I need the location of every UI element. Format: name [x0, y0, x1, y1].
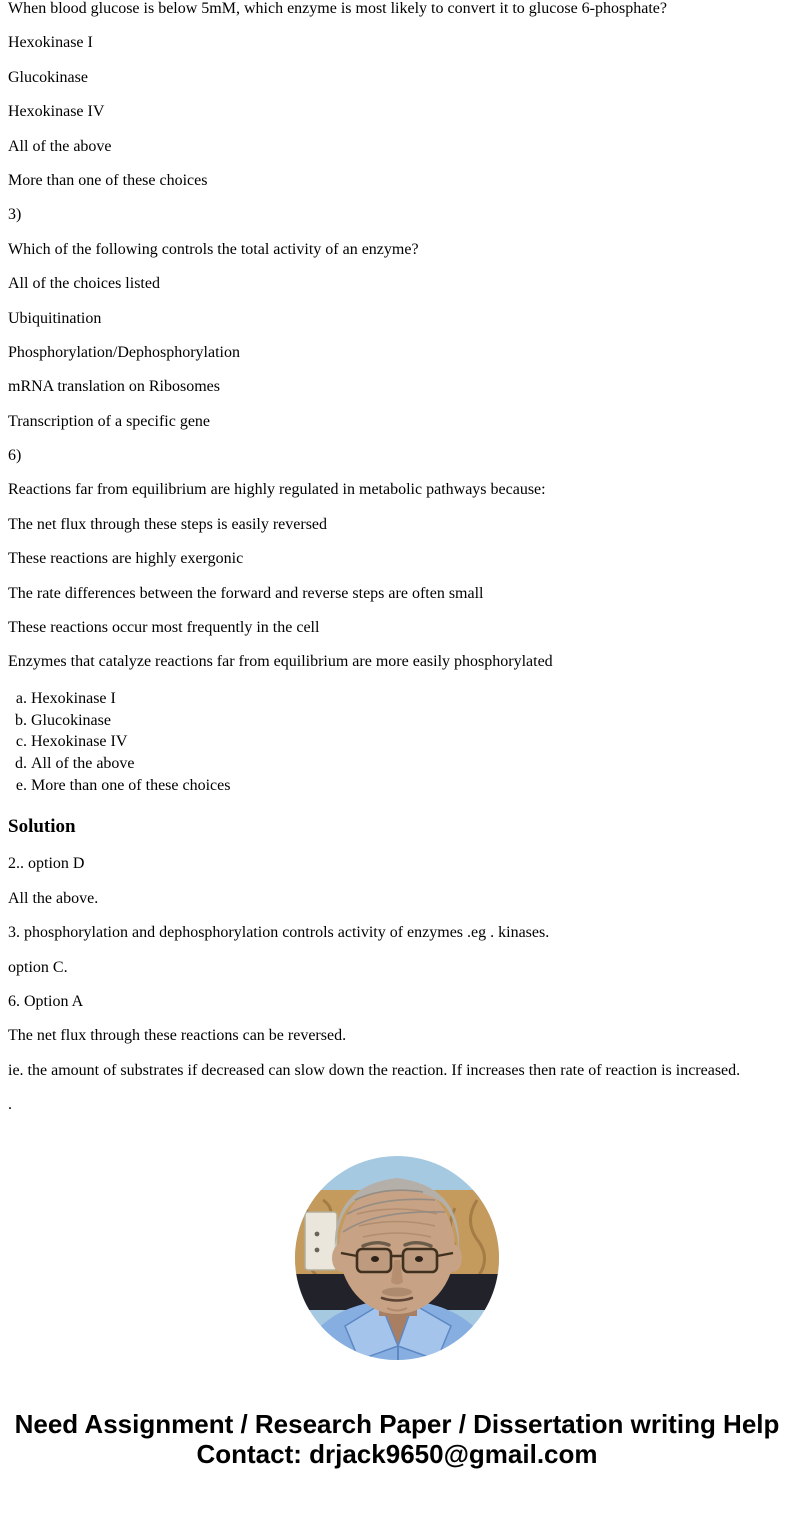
question-number-text: 3) [8, 206, 22, 224]
footer-help-text: Need Assignment / Research Paper / Dissertation writing Help [14, 1408, 780, 1439]
answer-choice-text: Hexokinase I [8, 34, 93, 52]
answer-choice-text: These reactions are highly exergonic [8, 550, 244, 568]
question-text: Which of the following controls the total activity of an enzyme? [8, 240, 419, 258]
answer-choice-text: Phosphorylation/Dephosphorylation [8, 343, 240, 361]
answer-options-list [8, 688, 786, 797]
solution-text: option C. [8, 958, 68, 976]
answer-choice-text: The rate differences between the forward and reverse steps are often small [8, 584, 484, 602]
avatar-mustache-shadow [382, 1287, 412, 1296]
question-text: When blood glucose is below 5mM, which enzyme is most likely to convert it to glucose 6-phosphate? [8, 0, 667, 17]
answer-choice-text: Ubiquitination [8, 309, 102, 327]
answer-choice-text: mRNA translation on Ribosomes [8, 378, 220, 396]
question-number-text: 6) [8, 447, 22, 465]
answer-choice-text: More than one of these choices [8, 171, 208, 189]
answer-option-item: a. Hexokinase I [31, 688, 786, 710]
solution-heading: Solution [8, 815, 76, 837]
footer-help-banner [8, 1409, 786, 1469]
answer-choice-text: The net flux through these steps is easily reversed [8, 515, 328, 533]
answer-choice-text: Hexokinase IV [8, 103, 105, 121]
answer-choice-text: These reactions occur most frequently in the cell [8, 619, 320, 637]
answer-option-item: b. Glucokinase [31, 710, 786, 732]
solution-text: All the above. [8, 889, 99, 907]
solution-text: . [8, 1096, 12, 1114]
solution-text: 6. Option A [8, 992, 84, 1010]
answer-choice-text: Transcription of a specific gene [8, 412, 211, 430]
answer-option-item: e. More than one of these choices [31, 775, 786, 797]
footer-contact-text: Contact: drjack9650@gmail.com [196, 1438, 598, 1469]
solution-text: The net flux through these reactions can be reversed. [8, 1027, 347, 1045]
answer-choice-text: All of the choices listed [8, 275, 160, 293]
answer-choice-text: All of the above [8, 137, 112, 155]
answer-option-item: d. All of the above [31, 753, 786, 775]
light-switch-plate [305, 1212, 337, 1270]
answer-option-item: c. Hexokinase IV [31, 731, 786, 753]
solution-text: ie. the amount of substrates if decreased can slow down the reaction. If increases then rate of reaction is increased. [8, 1061, 741, 1079]
avatar [295, 1156, 499, 1360]
solution-text: 2.. option D [8, 855, 85, 873]
avatar-container [8, 1156, 786, 1360]
answer-choice-text: Enzymes that catalyze reactions far from equilibrium are more easily phosphorylated [8, 653, 553, 671]
question-text: Reactions far from equilibrium are highly regulated in metabolic pathways because: [8, 481, 546, 499]
answer-choice-text: Glucokinase [8, 68, 88, 86]
solution-text: 3. phosphorylation and dephosphorylation controls activity of enzymes .eg . kinases. [8, 924, 550, 942]
